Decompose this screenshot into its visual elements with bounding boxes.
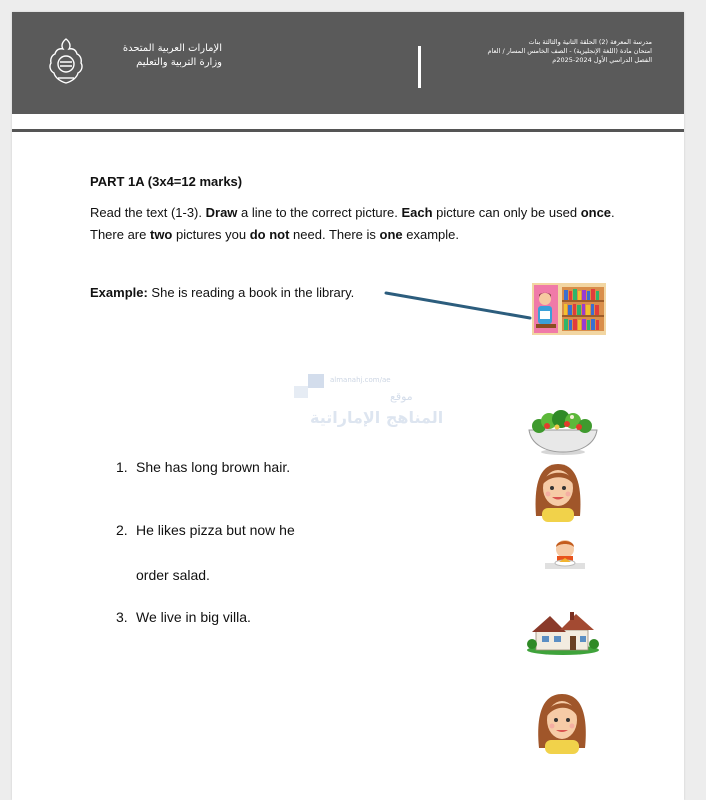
ministry-title (92, 42, 222, 70)
ministry-line-2: وزارة التربية والتعليم (136, 57, 222, 68)
exam-info-line-3: الفصل الدراسي الأول 2024-2025م (552, 56, 652, 64)
question-3-text: We live in big villa. (136, 609, 251, 625)
instr-bold-one: one (379, 227, 403, 242)
instr-text-7: example. (402, 227, 460, 242)
uae-emblem-icon (46, 36, 86, 86)
exam-info-line-2: امتحان مادة (اللغة الإنجليزية) - الصف الخامس المسار / العام (487, 47, 652, 55)
worksheet-page (12, 12, 684, 800)
instr-bold-do-not: do not (249, 227, 290, 242)
watermark-text-1: موقع (390, 390, 413, 403)
salad-bowl-icon[interactable] (527, 408, 599, 456)
instructions (90, 202, 650, 246)
example-connector-line (384, 290, 534, 322)
instr-text-3: picture can only be used (432, 205, 581, 220)
boy-eating-icon[interactable] (545, 537, 585, 571)
example-label: Example: (90, 285, 148, 300)
instr-bold-each: Each (401, 205, 433, 220)
watermark-logo-icon-2 (294, 386, 308, 398)
header-divider (418, 46, 421, 88)
instr-bold-draw: Draw (205, 205, 238, 220)
instr-text-6: need. There is (289, 227, 380, 242)
villa-house-icon[interactable] (526, 606, 600, 656)
instr-bold-two: two (149, 227, 173, 242)
question-2-number: 2. (116, 522, 128, 538)
question-2-continued (136, 567, 210, 583)
instr-text-5: pictures you (172, 227, 250, 242)
watermark (294, 374, 444, 444)
watermark-text-2: المناهج الإماراتية (310, 408, 444, 427)
library-icon[interactable] (532, 283, 606, 335)
question-2-text-line-2: order salad. (136, 567, 210, 583)
part-title: PART 1A (3x4=12 marks) (90, 174, 243, 189)
question-3-number: 3. (116, 609, 128, 625)
header-rule (12, 129, 684, 132)
instr-text-2: a line to the correct picture. (237, 205, 402, 220)
instr-text-4: . There are (90, 205, 615, 242)
question-1-number: 1. (116, 459, 128, 475)
instr-bold-once: once (580, 205, 612, 220)
girl-face-icon[interactable] (528, 458, 588, 522)
question-1 (116, 459, 290, 475)
exam-info (452, 38, 652, 65)
example-text: She is reading a book in the library. (147, 285, 355, 300)
watermark-url: almanahj.com/ae (330, 376, 391, 384)
watermark-logo-icon (308, 374, 324, 388)
ministry-line-1: الإمارات العربية المتحدة (122, 43, 222, 54)
question-2 (116, 522, 295, 538)
girl-face-icon-2[interactable] (531, 688, 593, 754)
instr-text-1: Read the text (1-3). (90, 205, 206, 220)
question-3 (116, 609, 251, 625)
question-2-text: He likes pizza but now he (136, 522, 295, 538)
question-1-text: She has long brown hair. (136, 459, 291, 475)
example-sentence (90, 285, 354, 300)
exam-info-line-1: مدرسة المعرفة (2) الحلقة الثانية والثالثة بنات (528, 38, 652, 46)
page-header (12, 12, 684, 114)
